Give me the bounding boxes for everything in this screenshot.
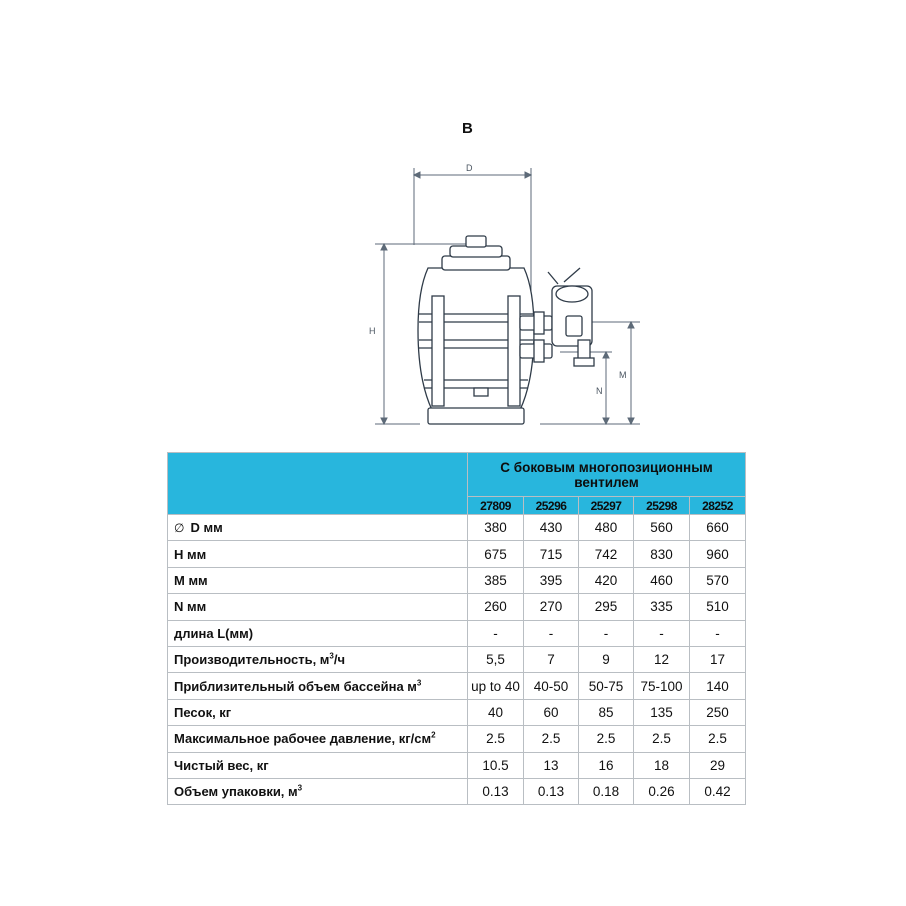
row-label (168, 752, 468, 778)
value-cell: 510 (690, 594, 746, 620)
dim-label-n: N (596, 386, 603, 396)
value-cell: 17 (690, 646, 746, 672)
value-cell: 335 (634, 594, 690, 620)
value-cell: 9 (579, 646, 634, 672)
model-header: 27809 (468, 497, 524, 515)
table-row (168, 699, 746, 725)
value-cell: 18 (634, 752, 690, 778)
value-cell: 830 (634, 541, 690, 567)
unit-superscript: 3 (416, 678, 422, 688)
value-cell: 0.42 (690, 778, 746, 804)
row-label-text: Приблизительный объем бассейна м (174, 678, 417, 694)
value-cell: - (690, 620, 746, 646)
value-cell: - (524, 620, 579, 646)
value-cell: 0.13 (524, 778, 579, 804)
dim-label-h: H (369, 326, 376, 336)
spec-table (167, 452, 746, 805)
value-cell: 250 (690, 699, 746, 725)
row-label (168, 699, 468, 725)
filter-drawing (0, 0, 906, 440)
table-row (168, 620, 746, 646)
value-cell: 135 (634, 699, 690, 725)
row-label-text: Песок, кг (174, 704, 232, 720)
unit-superscript: 3 (297, 783, 303, 793)
value-cell: 0.18 (579, 778, 634, 804)
table-row (168, 726, 746, 752)
value-cell: 460 (634, 567, 690, 593)
table-row (168, 646, 746, 672)
model-header: 25297 (579, 497, 634, 515)
value-cell: 742 (579, 541, 634, 567)
row-label (168, 778, 468, 804)
unit-superscript: 3 (329, 651, 334, 661)
value-cell: 295 (579, 594, 634, 620)
value-cell: 960 (690, 541, 746, 567)
value-cell: 7 (524, 646, 579, 672)
row-label (168, 726, 468, 752)
value-cell: 10.5 (468, 752, 524, 778)
value-cell: 2.5 (690, 726, 746, 752)
value-cell: 50-75 (579, 673, 634, 699)
value-cell: 16 (579, 752, 634, 778)
value-cell: 60 (524, 699, 579, 725)
row-label (168, 541, 468, 567)
table-row (168, 752, 746, 778)
table-row (168, 673, 746, 699)
unit-suffix: /ч (333, 652, 346, 668)
value-cell: 395 (524, 567, 579, 593)
value-cell: 385 (468, 567, 524, 593)
value-cell: 380 (468, 515, 524, 541)
value-cell: 85 (579, 699, 634, 725)
model-header: 25298 (634, 497, 690, 515)
value-cell: 2.5 (579, 726, 634, 752)
model-header: 28252 (690, 497, 746, 515)
row-label-text: длина L(мм) (174, 625, 254, 641)
row-label-text: D мм (190, 520, 223, 536)
diameter-symbol: ∅ (174, 521, 185, 536)
value-cell: 675 (468, 541, 524, 567)
row-label-text: Производительность, м (174, 652, 330, 668)
value-cell: 260 (468, 594, 524, 620)
value-cell: 560 (634, 515, 690, 541)
value-cell: 270 (524, 594, 579, 620)
value-cell: 2.5 (468, 726, 524, 752)
row-label (168, 673, 468, 699)
value-cell: - (634, 620, 690, 646)
row-label-text: Чистый вес, кг (174, 757, 269, 773)
value-cell: up to 40 (468, 673, 524, 699)
value-cell: 2.5 (524, 726, 579, 752)
model-header: 25296 (524, 497, 579, 515)
table-row (168, 567, 746, 593)
value-cell: 430 (524, 515, 579, 541)
row-label-text: H мм (174, 546, 207, 562)
value-cell: 75-100 (634, 673, 690, 699)
dim-label-d: D (466, 163, 473, 173)
spec-body (168, 515, 746, 805)
row-label (168, 567, 468, 593)
value-cell: - (579, 620, 634, 646)
table-row (168, 778, 746, 804)
figure-label: B (462, 120, 473, 137)
value-cell: 420 (579, 567, 634, 593)
value-cell: 570 (690, 567, 746, 593)
value-cell: 140 (690, 673, 746, 699)
value-cell: 40-50 (524, 673, 579, 699)
row-label-text: N мм (174, 599, 207, 615)
value-cell: 29 (690, 752, 746, 778)
row-label (168, 620, 468, 646)
table-row (168, 541, 746, 567)
row-label (168, 594, 468, 620)
table-label-header (168, 453, 468, 515)
value-cell: 715 (524, 541, 579, 567)
group-header: С боковым многопозиционным вентилем (468, 453, 746, 497)
row-label (168, 646, 468, 672)
value-cell: 0.13 (468, 778, 524, 804)
value-cell: 660 (690, 515, 746, 541)
row-label-text: Объем упаковки, м (174, 784, 298, 800)
value-cell: 2.5 (634, 726, 690, 752)
table-row (168, 594, 746, 620)
unit-superscript: 2 (431, 731, 436, 741)
value-cell: - (468, 620, 524, 646)
value-cell: 480 (579, 515, 634, 541)
value-cell: 0.26 (634, 778, 690, 804)
value-cell: 13 (524, 752, 579, 778)
value-cell: 12 (634, 646, 690, 672)
row-label (168, 515, 468, 541)
table-row (168, 515, 746, 541)
row-label-text: M мм (174, 572, 208, 588)
row-label-text: Максимальное рабочее давление, кг/см (174, 731, 432, 747)
value-cell: 5,5 (468, 646, 524, 672)
dim-label-m: M (619, 370, 627, 380)
value-cell: 40 (468, 699, 524, 725)
